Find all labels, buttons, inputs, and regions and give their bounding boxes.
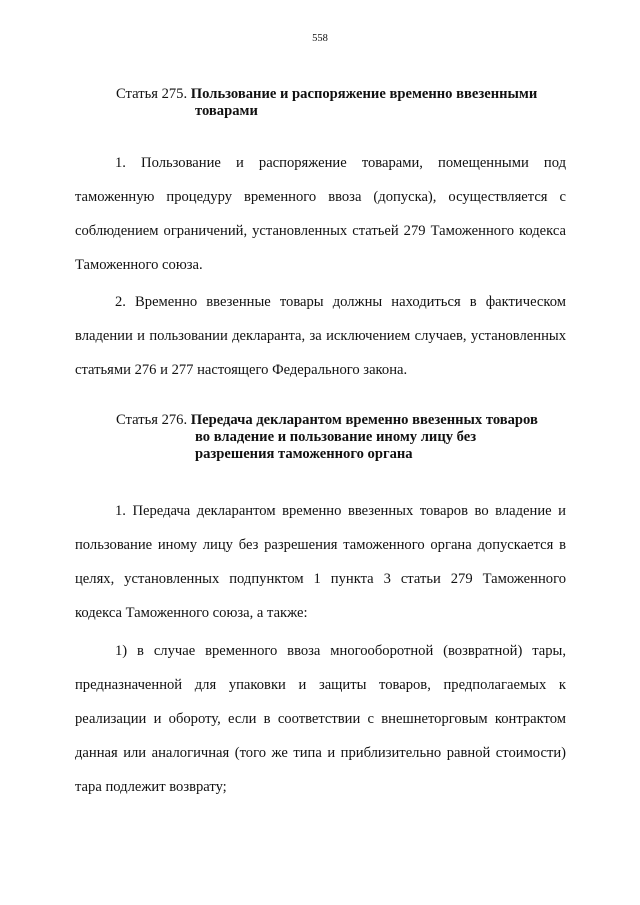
article-276-title-line-3: разрешения таможенного органа	[195, 446, 413, 462]
article-276-paragraph-2: 1) в случае временного ввоза многооборотной (возвратной) тары, предназначенной для упаковки и защиты товаров, предполагаемых к реализации и обороту, если в соответствии с внешнеторговым контрактом данная или аналогичная (того же типа и приблизительно равной стоимости) тара подлежит возврату;	[75, 643, 566, 795]
article-275-number: Статья 275.	[116, 86, 188, 102]
article-275-title-line-2: товарами	[195, 103, 258, 119]
article-275-paragraph-1: 1. Пользование и распоряжение товарами, помещенными под таможенную процедуру временного ввоза (допуска), осуществляется с соблюдением ограничений, установленных статьей 279 Таможенного кодекса Таможенного союза.	[75, 155, 566, 273]
article-276-number: Статья 276.	[116, 412, 188, 428]
article-276-heading	[116, 412, 576, 463]
article-275-heading	[116, 86, 576, 120]
article-275-title-line-1: Пользование и распоряжение временно ввезенными	[190, 86, 538, 102]
article-276-title-line-1: Передача декларантом временно ввезенных товаров	[190, 412, 538, 428]
article-275-heading-line-1	[116, 86, 576, 103]
article-276-heading-line-2	[116, 429, 576, 446]
article-276-heading-line-3	[116, 446, 576, 463]
page-number: 558	[312, 33, 328, 44]
article-276-paragraph-1: 1. Передача декларантом временно ввезенных товаров во владение и пользование иному лицу без разрешения таможенного органа допускается в целях, установленных подпунктом 1 пункта 3 статьи 279 Таможенного кодекса Таможенного союза, а также:	[75, 503, 566, 621]
article-276-heading-line-1	[116, 412, 576, 429]
article-275-paragraph-2: 2. Временно ввезенные товары должны находиться в фактическом владении и пользовании декларанта, за исключением случаев, установленных статьями 276 и 277 настоящего Федерального закона.	[75, 294, 566, 378]
article-276-title-line-2: во владение и пользование иному лицу без	[195, 429, 477, 445]
article-275-heading-line-2	[116, 103, 576, 120]
